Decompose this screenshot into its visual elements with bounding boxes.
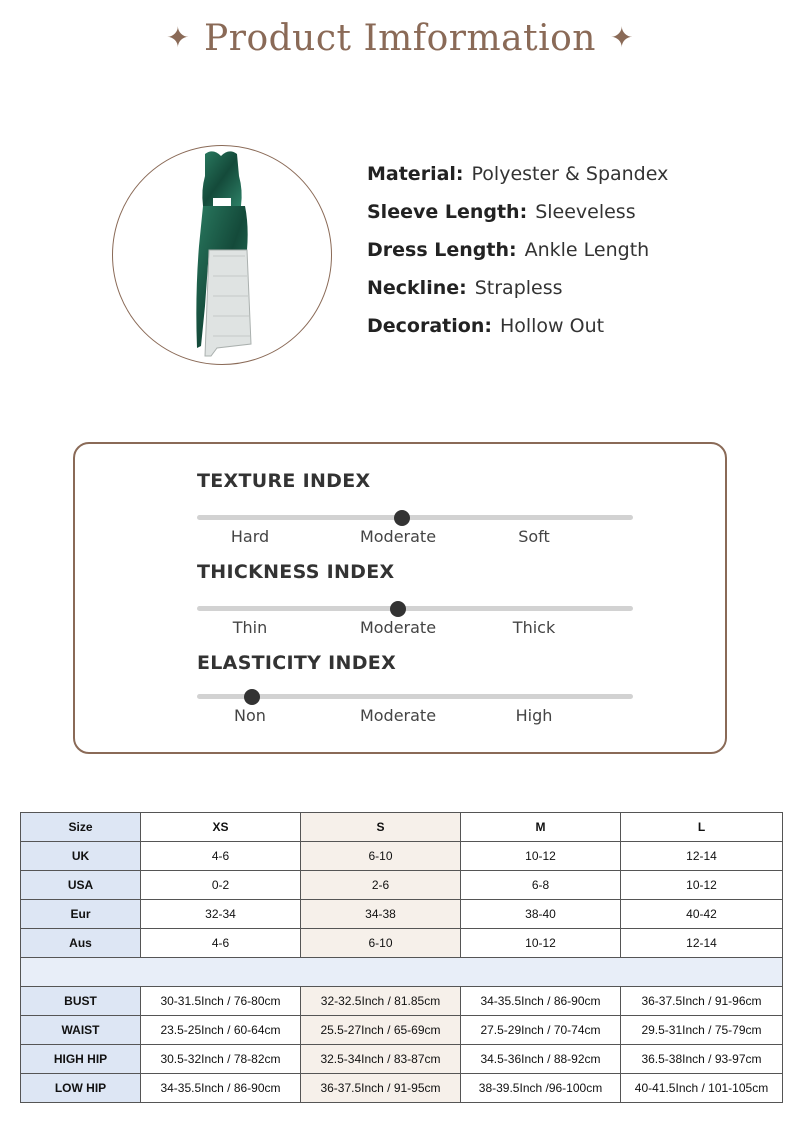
texture-index [197, 470, 633, 546]
index-label-mid: Moderate [359, 618, 437, 637]
index-track [197, 694, 633, 699]
table-row-header: BUST [21, 987, 141, 1016]
index-track [197, 515, 633, 520]
table-header-cell: M [461, 813, 621, 842]
table-cell: 12-14 [621, 929, 783, 958]
spec-value: Polyester & Spandex [471, 163, 669, 185]
index-knob [244, 689, 260, 705]
table-row [21, 987, 783, 1016]
index-track [197, 606, 633, 611]
table-cell: 12-14 [621, 842, 783, 871]
table-cell: 30.5-32Inch / 78-82cm [141, 1045, 301, 1074]
index-knob [394, 510, 410, 526]
spec-material [367, 160, 668, 198]
table-cell: 23.5-25Inch / 60-64cm [141, 1016, 301, 1045]
table-cell: 27.5-29Inch / 70-74cm [461, 1016, 621, 1045]
table-cell: 38-39.5Inch /96-100cm [461, 1074, 621, 1103]
table-cell: 10-12 [461, 929, 621, 958]
dress-illustration [113, 146, 331, 364]
index-label-high: Soft [518, 527, 550, 546]
thickness-index [197, 561, 633, 637]
spec-neckline [367, 274, 668, 312]
spec-label: Dress Length: [367, 239, 517, 261]
table-cell: 34.5-36Inch / 88-92cm [461, 1045, 621, 1074]
index-label-mid: Moderate [359, 527, 437, 546]
table-cell: 6-10 [301, 842, 461, 871]
spec-label: Material: [367, 163, 464, 185]
table-row-header: HIGH HIP [21, 1045, 141, 1074]
spec-label: Neckline: [367, 277, 467, 299]
table-cell: 34-35.5Inch / 86-90cm [461, 987, 621, 1016]
table-cell: 32.5-34Inch / 83-87cm [301, 1045, 461, 1074]
elasticity-index [197, 652, 633, 725]
table-cell: 4-6 [141, 929, 301, 958]
table-row-header: Eur [21, 900, 141, 929]
table-cell: 32-34 [141, 900, 301, 929]
table-cell: 36.5-38Inch / 93-97cm [621, 1045, 783, 1074]
index-label-high: Thick [512, 618, 556, 637]
spec-decoration [367, 312, 668, 350]
spec-value: Strapless [474, 277, 563, 299]
table-row-header: USA [21, 871, 141, 900]
product-photo [112, 145, 332, 365]
table-cell: 6-8 [461, 871, 621, 900]
table-header-cell: L [621, 813, 783, 842]
table-cell: 10-12 [461, 842, 621, 871]
table-cell: 32-32.5Inch / 81.85cm [301, 987, 461, 1016]
table-cell: 2-6 [301, 871, 461, 900]
fabric-index-panel [73, 442, 727, 754]
table-cell: 30-31.5Inch / 76-80cm [141, 987, 301, 1016]
table-header-cell: XS [141, 813, 301, 842]
size-chart-table [20, 812, 783, 1103]
table-row-header: UK [21, 842, 141, 871]
index-title: THICKNESS INDEX [197, 561, 395, 583]
table-row [21, 1016, 783, 1045]
index-label-low: Hard [230, 527, 270, 546]
spec-sleeve-length [367, 198, 668, 236]
table-row [21, 1074, 783, 1103]
table-cell: 25.5-27Inch / 65-69cm [301, 1016, 461, 1045]
index-knob [390, 601, 406, 617]
table-cell: 29.5-31Inch / 75-79cm [621, 1016, 783, 1045]
table-row [21, 871, 783, 900]
table-cell: 34-38 [301, 900, 461, 929]
table-separator-row [21, 958, 783, 987]
table-cell: 34-35.5Inch / 86-90cm [141, 1074, 301, 1103]
table-cell: 40-42 [621, 900, 783, 929]
table-cell: 10-12 [621, 871, 783, 900]
index-label-low: Thin [232, 618, 268, 637]
table-separator-cell [21, 958, 783, 987]
page-title-text: Product Imformation [204, 18, 596, 59]
table-row-header: WAIST [21, 1016, 141, 1045]
table-header-cell: S [301, 813, 461, 842]
table-header-cell: Size [21, 813, 141, 842]
spec-value: Ankle Length [524, 239, 650, 261]
spec-value: Hollow Out [499, 315, 605, 337]
sparkle-right-icon: ✦ [609, 21, 634, 54]
table-row [21, 1045, 783, 1074]
spec-value: Sleeveless [535, 201, 636, 223]
table-cell: 4-6 [141, 842, 301, 871]
table-cell: 38-40 [461, 900, 621, 929]
page-title [0, 18, 800, 59]
spec-label: Sleeve Length: [367, 201, 528, 223]
table-row-header: Aus [21, 929, 141, 958]
index-label-mid: Moderate [359, 706, 437, 725]
table-row [21, 929, 783, 958]
table-row [21, 842, 783, 871]
index-label-low: Non [234, 706, 266, 725]
spec-dress-length [367, 236, 668, 274]
table-row-header: LOW HIP [21, 1074, 141, 1103]
index-title: ELASTICITY INDEX [197, 652, 397, 674]
spec-label: Decoration: [367, 315, 492, 337]
table-row [21, 900, 783, 929]
table-cell: 36-37.5Inch / 91-95cm [301, 1074, 461, 1103]
spec-list [367, 160, 668, 350]
table-cell: 6-10 [301, 929, 461, 958]
table-cell: 40-41.5Inch / 101-105cm [621, 1074, 783, 1103]
table-cell: 36-37.5Inch / 91-96cm [621, 987, 783, 1016]
index-title: TEXTURE INDEX [197, 470, 371, 492]
table-cell: 0-2 [141, 871, 301, 900]
index-label-high: High [515, 706, 553, 725]
table-row [21, 813, 783, 842]
sparkle-left-icon: ✦ [166, 21, 191, 54]
